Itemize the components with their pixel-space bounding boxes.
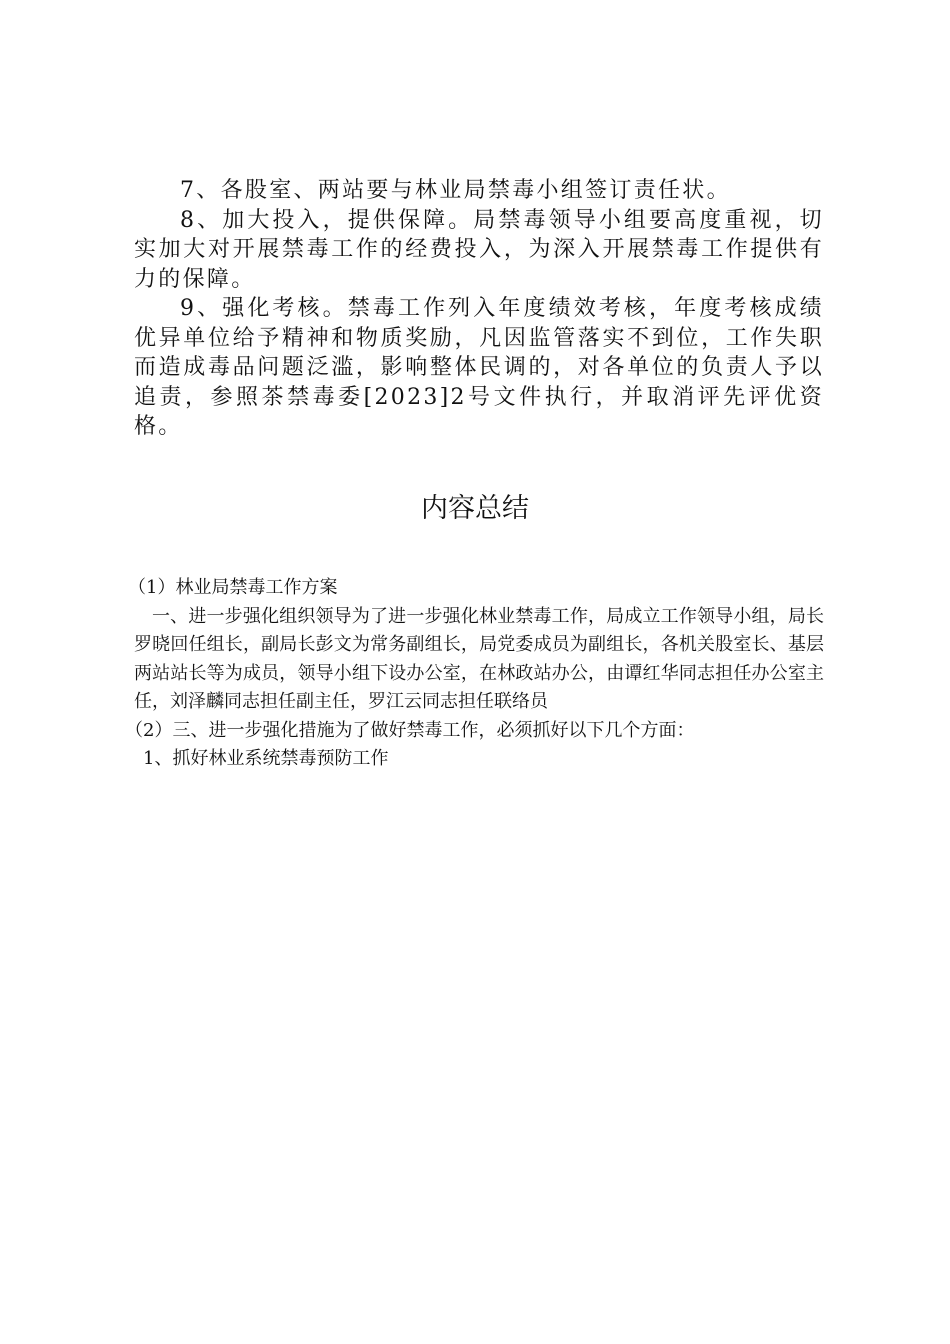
- document-body: [134, 176, 824, 442]
- summary-item-body-2: 1、抓好林业系统禁毒预防工作: [143, 748, 389, 769]
- summary-title: 内容总结: [421, 493, 529, 524]
- summary-item-heading-2: （2）三、进一步强化措施为了做好禁毒工作，必须抓好以下几个方面：: [125, 719, 695, 741]
- paragraph-item-7: 7、各股室、两站要与林业局禁毒小组签订责任状。: [180, 178, 731, 203]
- summary-item-heading-1: （1）林业局禁毒工作方案: [128, 577, 338, 598]
- summary-item-body-1: 一、进一步强化组织领导为了进一步强化林业禁毒工作，局成立工作领导小组，局长罗晓回任组长，副局长彭文为常务副组长，局党委成员为副组长，各机关股室长、基层两站站长等为成员，领导小组下设办公室，在林政站办公，由谭红华同志担任办公室主任，刘泽麟同志担任副主任，罗江云同志担任联络员: [134, 605, 824, 712]
- paragraph-item-9: 9、强化考核。禁毒工作列入年度绩效考核，年度考核成绩优异单位给予精神和物质奖励，凡因监管落实不到位，工作失职而造成毒品问题泛滥，影响整体民调的，对各单位的负责人予以追责，参照茶禁毒委[2023]2号文件执行，并取消评先评优资格。: [134, 296, 824, 439]
- summary-section: [125, 574, 824, 774]
- paragraph-item-8: 8、加大投入，提供保障。局禁毒领导小组要高度重视，切实加大对开展禁毒工作的经费投入，为深入开展禁毒工作提供有力的保障。: [134, 207, 824, 292]
